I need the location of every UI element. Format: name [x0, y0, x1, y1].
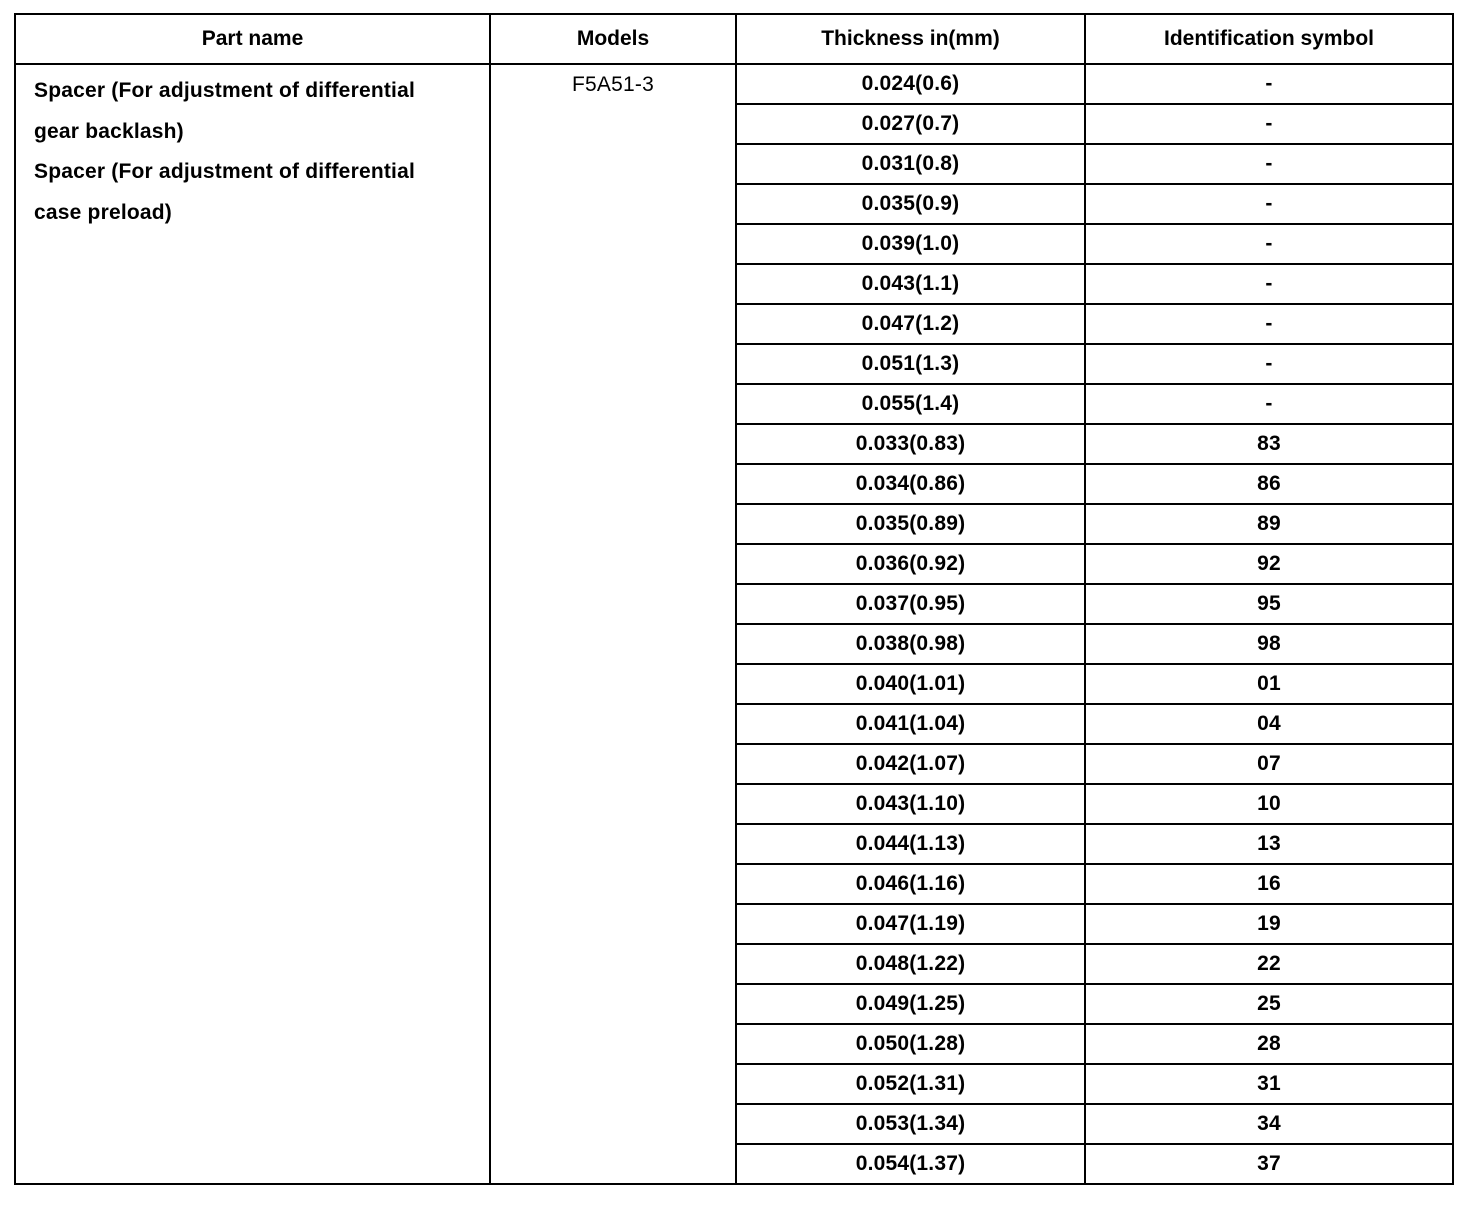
spacer-spec-table [14, 13, 1454, 1185]
table-body [15, 64, 1453, 1184]
symbol-cell: 16 [1085, 864, 1453, 904]
thickness-cell: 0.038(0.98) [736, 624, 1085, 664]
symbol-cell: 37 [1085, 1144, 1453, 1184]
symbol-cell: - [1085, 384, 1453, 424]
part-name-cell [15, 64, 490, 1184]
header-row [15, 14, 1453, 64]
thickness-cell: 0.048(1.22) [736, 944, 1085, 984]
symbol-cell: 07 [1085, 744, 1453, 784]
symbol-cell: 01 [1085, 664, 1453, 704]
symbol-cell: - [1085, 144, 1453, 184]
symbol-cell: 19 [1085, 904, 1453, 944]
thickness-cell: 0.054(1.37) [736, 1144, 1085, 1184]
part-name-line: Spacer (For adjustment of differential [34, 160, 415, 183]
model-cell [490, 64, 736, 1184]
table-header [15, 14, 1453, 64]
thickness-cell: 0.027(0.7) [736, 104, 1085, 144]
symbol-cell: 28 [1085, 1024, 1453, 1064]
symbol-cell: 10 [1085, 784, 1453, 824]
part-name-line: case preload) [34, 200, 172, 224]
symbol-cell: 31 [1085, 1064, 1453, 1104]
symbol-cell: 95 [1085, 584, 1453, 624]
thickness-cell: 0.052(1.31) [736, 1064, 1085, 1104]
thickness-cell: 0.039(1.0) [736, 224, 1085, 264]
thickness-cell: 0.047(1.19) [736, 904, 1085, 944]
thickness-cell: 0.046(1.16) [736, 864, 1085, 904]
symbol-cell: 25 [1085, 984, 1453, 1024]
symbol-cell: - [1085, 104, 1453, 144]
symbol-cell: 89 [1085, 504, 1453, 544]
thickness-cell: 0.037(0.95) [736, 584, 1085, 624]
part-name-line: Spacer (For adjustment of differential [34, 79, 415, 102]
symbol-cell: - [1085, 64, 1453, 104]
header-part-name: Part name [15, 14, 490, 64]
thickness-cell: 0.047(1.2) [736, 304, 1085, 344]
thickness-cell: 0.036(0.92) [736, 544, 1085, 584]
part-name-line: gear backlash) [34, 119, 184, 143]
symbol-cell: - [1085, 304, 1453, 344]
header-models: Models [490, 14, 736, 64]
symbol-cell: - [1085, 184, 1453, 224]
thickness-cell: 0.033(0.83) [736, 424, 1085, 464]
thickness-cell: 0.035(0.89) [736, 504, 1085, 544]
symbol-cell: 83 [1085, 424, 1453, 464]
thickness-cell: 0.034(0.86) [736, 464, 1085, 504]
thickness-cell: 0.024(0.6) [736, 64, 1085, 104]
header-thickness: Thickness in(mm) [736, 14, 1085, 64]
thickness-cell: 0.040(1.01) [736, 664, 1085, 704]
model-value: F5A51-3 [572, 73, 654, 96]
symbol-cell: 86 [1085, 464, 1453, 504]
thickness-cell: 0.035(0.9) [736, 184, 1085, 224]
symbol-cell: 92 [1085, 544, 1453, 584]
symbol-cell: 22 [1085, 944, 1453, 984]
thickness-cell: 0.043(1.1) [736, 264, 1085, 304]
thickness-cell: 0.044(1.13) [736, 824, 1085, 864]
symbol-cell: - [1085, 264, 1453, 304]
table-row [15, 64, 1453, 104]
thickness-cell: 0.031(0.8) [736, 144, 1085, 184]
thickness-cell: 0.053(1.34) [736, 1104, 1085, 1144]
thickness-cell: 0.043(1.10) [736, 784, 1085, 824]
thickness-cell: 0.050(1.28) [736, 1024, 1085, 1064]
symbol-cell: 98 [1085, 624, 1453, 664]
header-identification-symbol: Identification symbol [1085, 14, 1453, 64]
thickness-cell: 0.041(1.04) [736, 704, 1085, 744]
thickness-cell: 0.042(1.07) [736, 744, 1085, 784]
thickness-cell: 0.055(1.4) [736, 384, 1085, 424]
symbol-cell: - [1085, 224, 1453, 264]
symbol-cell: 13 [1085, 824, 1453, 864]
thickness-cell: 0.051(1.3) [736, 344, 1085, 384]
thickness-cell: 0.049(1.25) [736, 984, 1085, 1024]
symbol-cell: 34 [1085, 1104, 1453, 1144]
symbol-cell: - [1085, 344, 1453, 384]
symbol-cell: 04 [1085, 704, 1453, 744]
